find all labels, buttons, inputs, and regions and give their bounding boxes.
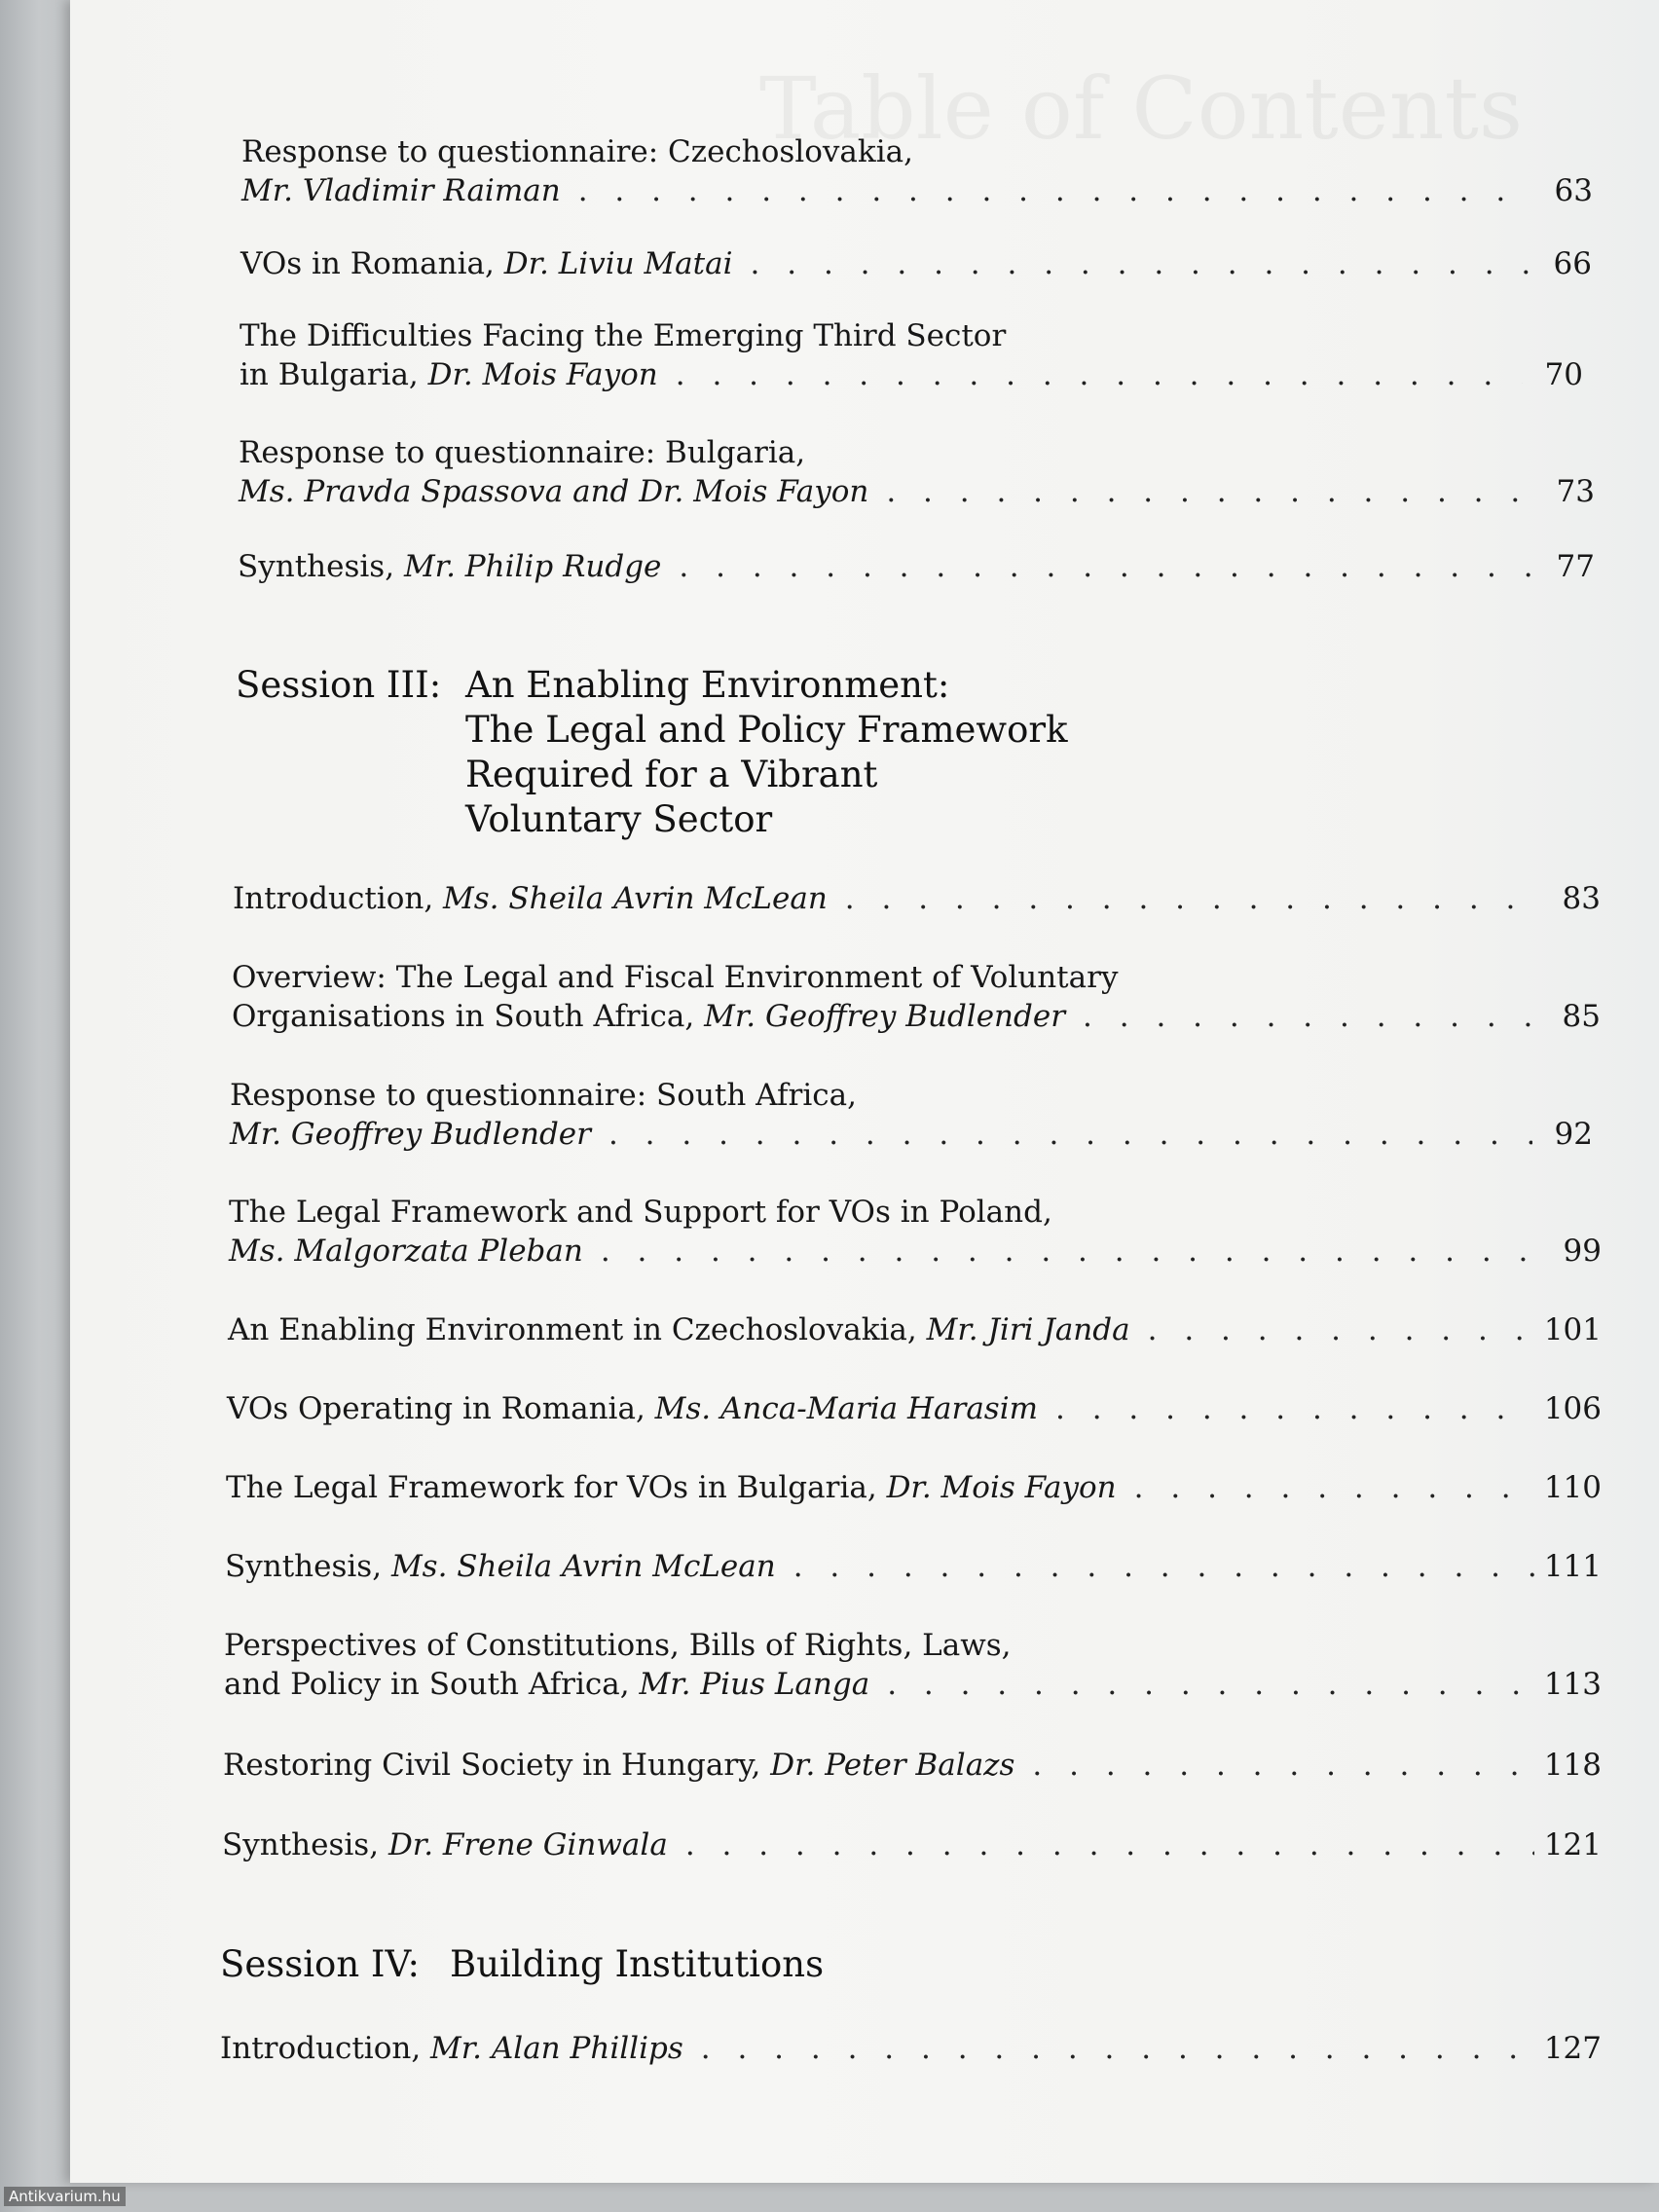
entry-author: Dr. Peter Balazs [770, 1748, 1015, 1783]
session-title [465, 663, 1068, 842]
dot-leader [793, 1547, 1534, 1586]
toc-entry [240, 244, 1592, 283]
toc-entry [220, 2029, 1602, 2068]
book-page [70, 0, 1659, 2183]
watermark: Antikvarium.hu [4, 2187, 126, 2206]
session-title-line: Voluntary Sector [465, 798, 773, 840]
entry-title: An Enabling Environment in Czechoslovakia, [228, 1312, 927, 1347]
toc-entry [222, 1825, 1602, 1864]
entry-title-line: Response to questionnaire: South Africa, [230, 1078, 857, 1113]
dot-leader [608, 1115, 1532, 1154]
entry-author: Dr. Liviu Matai [503, 246, 733, 281]
page-number: 63 [1554, 173, 1593, 208]
dot-leader [751, 244, 1531, 283]
entry-author: Mr. Pius Langa [639, 1667, 870, 1702]
toc-entry [238, 547, 1595, 586]
entry-author: Dr. Frene Ginwala [387, 1827, 668, 1862]
toc-entry [228, 1310, 1602, 1349]
dot-leader [845, 879, 1540, 918]
page-number: 99 [1563, 1234, 1602, 1269]
entry-title: VOs Operating in Romania, [227, 1391, 655, 1426]
entry-title-line: Perspectives of Constitutions, Bills of Rights, Laws, [224, 1628, 1012, 1663]
page-number: 121 [1543, 1827, 1602, 1862]
session-label: Session IV: [220, 1943, 420, 1985]
entry-author: Dr. Mois Fayon [886, 1470, 1117, 1505]
entry-author: Mr. Philip Rudge [403, 549, 662, 584]
page-number: 85 [1562, 999, 1601, 1034]
entry-title: Synthesis, [225, 1549, 391, 1584]
toc-entry [223, 1746, 1602, 1785]
session-title-line: Required for a Vibrant [465, 754, 878, 795]
entry-title-line: The Difficulties Facing the Emerging Third Sector [240, 318, 1007, 353]
entry-title: and Policy in South Africa, [224, 1667, 640, 1702]
entry-title: Synthesis, [222, 1827, 388, 1862]
entry-author: Ms. Sheila Avrin McLean [443, 881, 828, 916]
page-number: 83 [1562, 881, 1601, 916]
entry-author: Mr. Geoffrey Budlender [704, 999, 1066, 1034]
page-number: 77 [1556, 549, 1595, 584]
entry-title: VOs in Romania, [240, 246, 504, 281]
session-title-line: An Enabling Environment: [465, 664, 950, 706]
entry-title-line: Overview: The Legal and Fiscal Environment of Voluntary [232, 960, 1119, 995]
dot-leader [1134, 1468, 1534, 1507]
page-number: 110 [1543, 1470, 1602, 1505]
toc-entry [232, 958, 1601, 1036]
dot-leader [701, 2029, 1534, 2068]
toc-entry [224, 1626, 1602, 1704]
page-number: 92 [1554, 1117, 1593, 1152]
entry-author: Mr. Geoffrey Budlender [230, 1117, 591, 1152]
session-title-line: The Legal and Policy Framework [465, 709, 1068, 751]
dot-leader [1055, 1389, 1534, 1428]
entry-author: Ms. Anca-Maria Harasim [654, 1391, 1039, 1426]
table-of-contents [70, 0, 1659, 2183]
entry-author: Ms. Pravda Spassova and Dr. Mois Fayon [239, 474, 869, 509]
dot-leader [1148, 1310, 1534, 1349]
session-label: Session III: [236, 664, 442, 706]
dot-leader [1083, 997, 1540, 1036]
dot-leader [685, 1825, 1534, 1864]
page-number: 127 [1543, 2031, 1602, 2066]
page-number: 73 [1556, 474, 1595, 509]
entry-title: in Bulgaria, [240, 357, 428, 392]
entry-title: Introduction, [233, 881, 444, 916]
dot-leader [578, 171, 1532, 210]
toc-entry [230, 1076, 1593, 1154]
dot-leader [887, 1665, 1534, 1704]
entry-title-line: Response to questionnaire: Czechoslovakia, [241, 134, 913, 169]
entry-title: Organisations in South Africa, [232, 999, 705, 1034]
dot-leader [679, 547, 1534, 586]
toc-entry [227, 1389, 1602, 1428]
entry-title: Restoring Civil Society in Hungary, [223, 1748, 771, 1783]
toc-entry [239, 433, 1595, 511]
entry-title: Introduction, [220, 2031, 431, 2066]
session-title [450, 1942, 824, 1987]
dot-leader [886, 472, 1534, 511]
page-number: 106 [1543, 1391, 1602, 1426]
page-number: 118 [1543, 1748, 1602, 1783]
session-heading [220, 1942, 824, 1987]
toc-entry [241, 132, 1593, 210]
dot-leader [676, 355, 1523, 394]
toc-entry [240, 316, 1583, 394]
entry-author: Mr. Alan Phillips [430, 2031, 683, 2066]
session-heading [236, 663, 1068, 842]
entry-title-line: The Legal Framework and Support for VOs in Poland, [229, 1195, 1052, 1230]
entry-author: Ms. Sheila Avrin McLean [390, 1549, 776, 1584]
entry-title: The Legal Framework for VOs in Bulgaria, [226, 1470, 887, 1505]
session-title-line: Building Institutions [450, 1943, 825, 1985]
entry-author: Ms. Malgorzata Pleban [229, 1234, 583, 1269]
entry-title: Synthesis, [238, 549, 404, 584]
toc-entry [226, 1468, 1602, 1507]
toc-entry [229, 1193, 1602, 1271]
toc-entry [233, 879, 1601, 918]
page-number: 70 [1544, 357, 1583, 392]
entry-title-line: Response to questionnaire: Bulgaria, [239, 435, 806, 470]
entry-author: Dr. Mois Fayon [427, 357, 658, 392]
dot-leader [601, 1232, 1541, 1271]
page-number: 113 [1543, 1667, 1602, 1702]
entry-author: Mr. Jiri Janda [926, 1312, 1130, 1347]
page-number: 66 [1553, 246, 1592, 281]
entry-author: Mr. Vladimir Raiman [241, 173, 561, 208]
page-number: 111 [1543, 1549, 1602, 1584]
page-number: 101 [1543, 1312, 1602, 1347]
dot-leader [1032, 1746, 1533, 1785]
toc-entry [225, 1547, 1602, 1586]
